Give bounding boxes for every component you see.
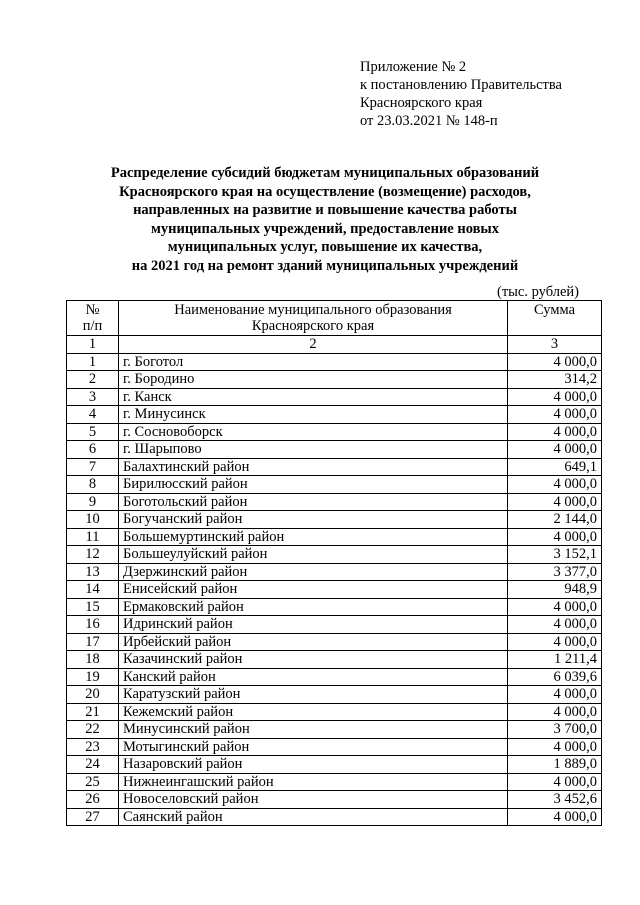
- row-number: 6: [67, 441, 119, 459]
- row-municipality: Саянский район: [119, 808, 508, 826]
- row-municipality: Каратузский район: [119, 686, 508, 704]
- row-municipality: Балахтинский район: [119, 458, 508, 476]
- row-municipality: Дзержинский район: [119, 563, 508, 581]
- title-line: муниципальных учреждений, предоставление новых: [150, 220, 499, 237]
- row-municipality: Богучанский район: [119, 511, 508, 529]
- row-municipality: Новоселовский район: [119, 791, 508, 809]
- table-row: [67, 808, 602, 826]
- table-row: [67, 388, 602, 406]
- title-line: Распределение субсидий бюджетам муниципальных образований: [110, 165, 540, 181]
- header-name: [119, 301, 508, 336]
- row-amount: 4 000,0: [508, 738, 602, 756]
- table-row: [67, 493, 602, 511]
- table-row: [67, 581, 602, 599]
- title-line: направленных на развитие и повышение качества работы: [133, 202, 517, 218]
- annex-number: Приложение № 2: [360, 59, 467, 75]
- row-amount: 4 000,0: [508, 423, 602, 441]
- row-number: 26: [67, 791, 119, 809]
- title-line: муниципальных услуг, повышение их качества,: [167, 239, 483, 255]
- row-amount: 4 000,0: [508, 493, 602, 511]
- header-number-abbr: п/п: [82, 318, 103, 334]
- table-header-row: [67, 301, 602, 336]
- row-municipality: Большемуртинский район: [119, 528, 508, 546]
- header-name-line: Красноярского края: [251, 318, 375, 334]
- row-amount: 314,2: [508, 371, 602, 389]
- row-municipality: Минусинский район: [119, 721, 508, 739]
- row-amount: 4 000,0: [508, 686, 602, 704]
- table-row: [67, 616, 602, 634]
- table-row: [67, 371, 602, 389]
- row-number: 10: [67, 511, 119, 529]
- row-number: 1: [67, 353, 119, 371]
- row-amount: 6 039,6: [508, 668, 602, 686]
- row-amount: 948,9: [508, 581, 602, 599]
- annex-resolution-ref: к постановлению Правительства: [360, 77, 562, 93]
- row-municipality: Боготольский район: [119, 493, 508, 511]
- table-row: [67, 563, 602, 581]
- title-line: на 2021 год на ремонт зданий муниципальных учреждений: [131, 257, 519, 274]
- row-amount: 3 377,0: [508, 563, 602, 581]
- row-municipality: г. Боготол: [119, 353, 508, 371]
- row-amount: 4 000,0: [508, 773, 602, 791]
- row-number: 11: [67, 528, 119, 546]
- row-municipality: г. Сосновоборск: [119, 423, 508, 441]
- row-amount: 649,1: [508, 458, 602, 476]
- row-amount: 3 452,6: [508, 791, 602, 809]
- row-number: 5: [67, 423, 119, 441]
- document-title: [60, 164, 590, 275]
- table-row: [67, 791, 602, 809]
- row-municipality: Канский район: [119, 668, 508, 686]
- row-number: 14: [67, 581, 119, 599]
- table-row: [67, 773, 602, 791]
- column-number: 1: [67, 336, 119, 354]
- table-row: [67, 651, 602, 669]
- column-number-row: [67, 336, 602, 354]
- table-row: [67, 528, 602, 546]
- row-amount: 1 211,4: [508, 651, 602, 669]
- row-municipality: Назаровский район: [119, 756, 508, 774]
- table-row: [67, 721, 602, 739]
- row-number: 13: [67, 563, 119, 581]
- row-amount: 4 000,0: [508, 388, 602, 406]
- row-amount: 4 000,0: [508, 406, 602, 424]
- table-row: [67, 738, 602, 756]
- row-number: 25: [67, 773, 119, 791]
- row-municipality: Ирбейский район: [119, 633, 508, 651]
- row-amount: 3 152,1: [508, 546, 602, 564]
- table-row: [67, 353, 602, 371]
- header-name-line: Наименование муниципального образования: [174, 302, 452, 318]
- row-number: 16: [67, 616, 119, 634]
- table-row: [67, 703, 602, 721]
- row-amount: 4 000,0: [508, 616, 602, 634]
- row-municipality: Идринский район: [119, 616, 508, 634]
- row-municipality: Ермаковский район: [119, 598, 508, 616]
- row-amount: 4 000,0: [508, 703, 602, 721]
- table-row: [67, 423, 602, 441]
- row-municipality: г. Бородино: [119, 371, 508, 389]
- column-number: 2: [119, 336, 508, 354]
- row-number: 19: [67, 668, 119, 686]
- row-municipality: Большеулуйский район: [119, 546, 508, 564]
- row-number: 15: [67, 598, 119, 616]
- units-note: (тыс. рублей): [497, 284, 579, 300]
- row-amount: 4 000,0: [508, 476, 602, 494]
- row-amount: 4 000,0: [508, 633, 602, 651]
- table-row: [67, 598, 602, 616]
- row-municipality: г. Канск: [119, 388, 508, 406]
- row-number: 27: [67, 808, 119, 826]
- row-municipality: Казачинский район: [119, 651, 508, 669]
- row-amount: 3 700,0: [508, 721, 602, 739]
- row-number: 18: [67, 651, 119, 669]
- row-amount: 4 000,0: [508, 528, 602, 546]
- row-amount: 4 000,0: [508, 808, 602, 826]
- row-amount: 4 000,0: [508, 353, 602, 371]
- row-number: 17: [67, 633, 119, 651]
- row-number: 4: [67, 406, 119, 424]
- title-line: Красноярского края на осуществление (возмещение) расходов,: [119, 183, 531, 200]
- row-number: 23: [67, 738, 119, 756]
- column-number: 3: [508, 336, 602, 354]
- row-municipality: г. Минусинск: [119, 406, 508, 424]
- row-number: 20: [67, 686, 119, 704]
- header-sum: Сумма: [508, 301, 602, 336]
- row-municipality: Нижнеингашский район: [119, 773, 508, 791]
- table-row: [67, 458, 602, 476]
- row-municipality: г. Шарыпово: [119, 441, 508, 459]
- table-row: [67, 406, 602, 424]
- row-amount: 4 000,0: [508, 441, 602, 459]
- row-number: 22: [67, 721, 119, 739]
- row-number: 21: [67, 703, 119, 721]
- row-number: 24: [67, 756, 119, 774]
- annex-reference: [360, 58, 562, 130]
- table-body: [67, 353, 602, 826]
- header-number-symbol: №: [85, 302, 100, 318]
- row-number: 8: [67, 476, 119, 494]
- table-row: [67, 686, 602, 704]
- header-number: [67, 301, 119, 336]
- table-row: [67, 546, 602, 564]
- row-municipality: Мотыгинский район: [119, 738, 508, 756]
- row-municipality: Бирилюсский район: [119, 476, 508, 494]
- row-municipality: Енисейский район: [119, 581, 508, 599]
- row-amount: 1 889,0: [508, 756, 602, 774]
- row-number: 3: [67, 388, 119, 406]
- table-row: [67, 441, 602, 459]
- table-row: [67, 668, 602, 686]
- table-row: [67, 756, 602, 774]
- table-row: [67, 633, 602, 651]
- row-number: 7: [67, 458, 119, 476]
- row-amount: 2 144,0: [508, 511, 602, 529]
- subsidy-table: [66, 300, 602, 826]
- row-number: 12: [67, 546, 119, 564]
- row-number: 9: [67, 493, 119, 511]
- table-row: [67, 476, 602, 494]
- row-number: 2: [67, 371, 119, 389]
- annex-region: Красноярского края: [360, 95, 483, 111]
- row-amount: 4 000,0: [508, 598, 602, 616]
- table-row: [67, 511, 602, 529]
- row-municipality: Кежемский район: [119, 703, 508, 721]
- annex-date-number: от 23.03.2021 № 148-п: [360, 113, 498, 129]
